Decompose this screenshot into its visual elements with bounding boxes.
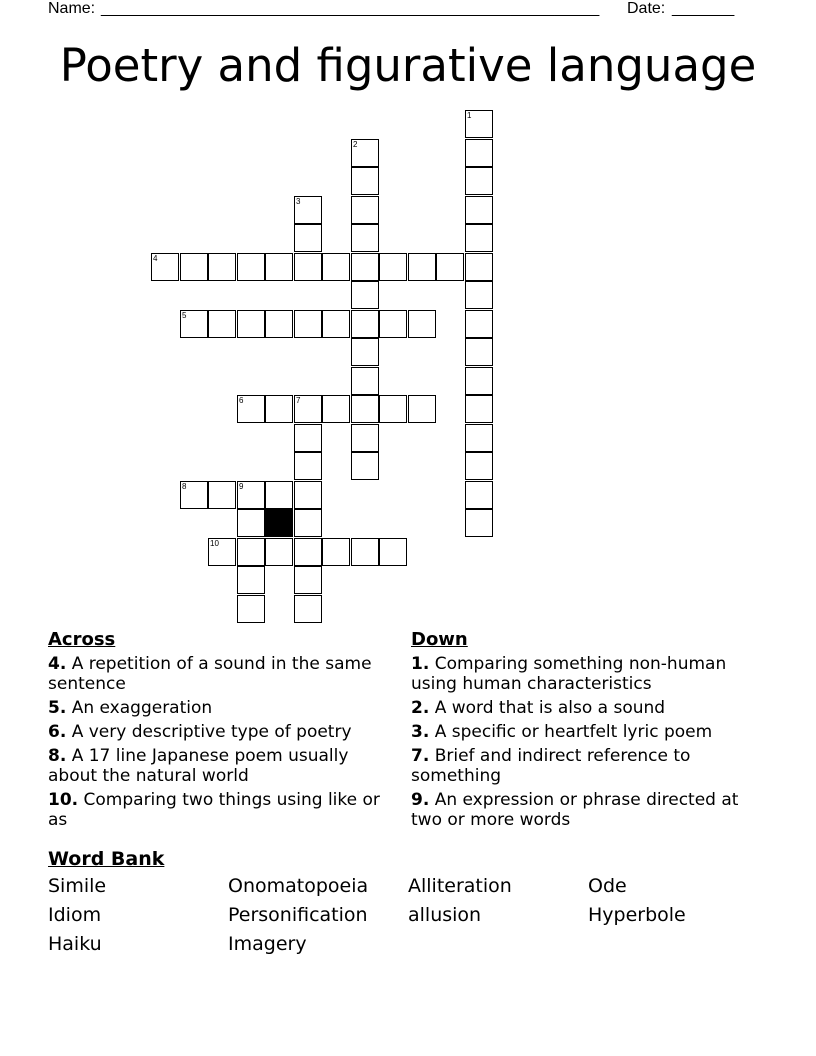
grid-cell[interactable] xyxy=(237,538,265,566)
grid-cell[interactable] xyxy=(294,395,322,423)
grid-cell[interactable] xyxy=(465,452,493,480)
down-heading: Down xyxy=(411,629,468,650)
grid-cell[interactable] xyxy=(322,253,350,281)
word-bank-item: Alliteration xyxy=(408,875,512,897)
clue-number: 5 xyxy=(182,311,187,320)
grid-cell[interactable] xyxy=(322,310,350,338)
clue-down-2: 2. A word that is also a sound xyxy=(411,698,666,718)
page-title: Poetry and figurative language xyxy=(59,39,757,92)
grid-cell[interactable] xyxy=(294,566,322,594)
clue-across-8: 8. A 17 line Japanese poem usually about the natural world xyxy=(48,746,349,786)
grid-cell[interactable] xyxy=(265,481,293,509)
grid-cell[interactable] xyxy=(436,253,464,281)
grid-cell[interactable] xyxy=(379,253,407,281)
grid-cell[interactable] xyxy=(151,253,179,281)
grid-cell[interactable] xyxy=(322,538,350,566)
grid-cell[interactable] xyxy=(237,509,265,537)
date-label: Date: xyxy=(627,0,666,17)
clue-number: 3 xyxy=(296,197,301,206)
grid-cell[interactable] xyxy=(465,110,493,138)
grid-cell[interactable] xyxy=(465,224,493,252)
word-bank-item: Haiku xyxy=(48,933,102,955)
grid-cell[interactable] xyxy=(351,196,379,224)
word-bank-item: Imagery xyxy=(228,933,307,955)
grid-cell[interactable] xyxy=(351,538,379,566)
grid-cell[interactable] xyxy=(351,338,379,366)
grid-cell[interactable] xyxy=(351,367,379,395)
clue-down-7: 7. Brief and indirect reference to something xyxy=(411,746,691,786)
grid-cell[interactable] xyxy=(465,481,493,509)
grid-cell[interactable] xyxy=(465,253,493,281)
grid-cell[interactable] xyxy=(237,481,265,509)
grid-cell[interactable] xyxy=(351,224,379,252)
grid-cell[interactable] xyxy=(351,253,379,281)
clue-number: 8 xyxy=(182,482,187,491)
grid-cell[interactable] xyxy=(465,338,493,366)
grid-cell[interactable] xyxy=(465,281,493,309)
grid-cell[interactable] xyxy=(237,395,265,423)
grid-cell[interactable] xyxy=(208,481,236,509)
clue-number: 7 xyxy=(296,396,301,405)
name-field[interactable]: ________________________________________________________ xyxy=(101,0,600,17)
grid-cell[interactable] xyxy=(294,509,322,537)
grid-cell[interactable] xyxy=(180,253,208,281)
grid-cell[interactable] xyxy=(465,424,493,452)
clue-down-9: 9. An expression or phrase directed at two or more words xyxy=(411,790,739,830)
word-bank-item: allusion xyxy=(408,904,482,926)
grid-cell[interactable] xyxy=(379,395,407,423)
grid-cell[interactable] xyxy=(237,566,265,594)
grid-cell[interactable] xyxy=(265,538,293,566)
across-clues xyxy=(48,628,398,834)
across-heading: Across xyxy=(48,629,116,650)
grid-cell[interactable] xyxy=(351,310,379,338)
grid-cell[interactable] xyxy=(294,538,322,566)
name-label: Name: xyxy=(48,0,96,17)
grid-cell[interactable] xyxy=(465,310,493,338)
grid-cell[interactable] xyxy=(465,509,493,537)
grid-cell[interactable] xyxy=(294,595,322,623)
grid-cell[interactable] xyxy=(208,538,236,566)
clue-number: 4 xyxy=(153,254,158,263)
clue-number: 10 xyxy=(210,539,219,548)
grid-cell[interactable] xyxy=(465,139,493,167)
grid-cell[interactable] xyxy=(351,452,379,480)
clue-across-5: 5. An exaggeration xyxy=(48,698,213,718)
clue-down-3: 3. A specific or heartfelt lyric poem xyxy=(411,722,713,742)
grid-cell[interactable] xyxy=(180,310,208,338)
grid-cell[interactable] xyxy=(237,595,265,623)
grid-cell[interactable] xyxy=(294,481,322,509)
clue-across-6: 6. A very descriptive type of poetry xyxy=(48,722,352,742)
grid-cell[interactable] xyxy=(379,538,407,566)
grid-cell[interactable] xyxy=(208,310,236,338)
grid-cell[interactable] xyxy=(265,253,293,281)
clue-across-4: 4. A repetition of a sound in the same sentence xyxy=(48,654,372,694)
grid-cell[interactable] xyxy=(237,310,265,338)
grid-cell[interactable] xyxy=(351,424,379,452)
clue-down-1: 1. Comparing something non-human using human characteristics xyxy=(411,654,727,694)
word-bank-item: Idiom xyxy=(48,904,102,926)
grid-cell[interactable] xyxy=(465,367,493,395)
word-bank-item: Ode xyxy=(588,875,627,897)
grid-cell[interactable] xyxy=(465,395,493,423)
word-bank-item: Personification xyxy=(228,904,368,926)
clue-number: 6 xyxy=(239,396,244,405)
grid-cell[interactable] xyxy=(351,167,379,195)
grid-cell[interactable] xyxy=(408,395,436,423)
grid-block xyxy=(265,509,293,537)
grid-cell[interactable] xyxy=(465,167,493,195)
word-bank-list xyxy=(48,874,768,957)
grid-cell[interactable] xyxy=(265,310,293,338)
grid-cell[interactable] xyxy=(180,481,208,509)
clue-number: 9 xyxy=(239,482,244,491)
grid-cell[interactable] xyxy=(351,139,379,167)
clue-across-10: 10. Comparing two things using like or as xyxy=(48,790,380,830)
grid-cell[interactable] xyxy=(465,196,493,224)
grid-cell[interactable] xyxy=(379,310,407,338)
grid-cell[interactable] xyxy=(265,395,293,423)
grid-cell[interactable] xyxy=(294,196,322,224)
word-bank-heading: Word Bank xyxy=(48,848,165,870)
word-bank xyxy=(48,846,768,957)
date-field[interactable]: _______ xyxy=(672,0,735,17)
grid-cell[interactable] xyxy=(208,253,236,281)
grid-cell[interactable] xyxy=(294,253,322,281)
grid-cell[interactable] xyxy=(322,395,350,423)
word-bank-item: Hyperbole xyxy=(588,904,686,926)
grid-cell[interactable] xyxy=(408,253,436,281)
grid-cell[interactable] xyxy=(351,281,379,309)
grid-cell[interactable] xyxy=(294,224,322,252)
grid-cell[interactable] xyxy=(294,310,322,338)
down-clues xyxy=(411,628,761,834)
grid-cell[interactable] xyxy=(237,253,265,281)
word-bank-item: Simile xyxy=(48,875,107,897)
clue-number: 1 xyxy=(467,111,472,120)
clue-number: 2 xyxy=(353,140,358,149)
grid-cell[interactable] xyxy=(294,424,322,452)
grid-cell[interactable] xyxy=(408,310,436,338)
word-bank-item: Onomatopoeia xyxy=(228,875,369,897)
grid-cell[interactable] xyxy=(294,452,322,480)
grid-cell[interactable] xyxy=(351,395,379,423)
